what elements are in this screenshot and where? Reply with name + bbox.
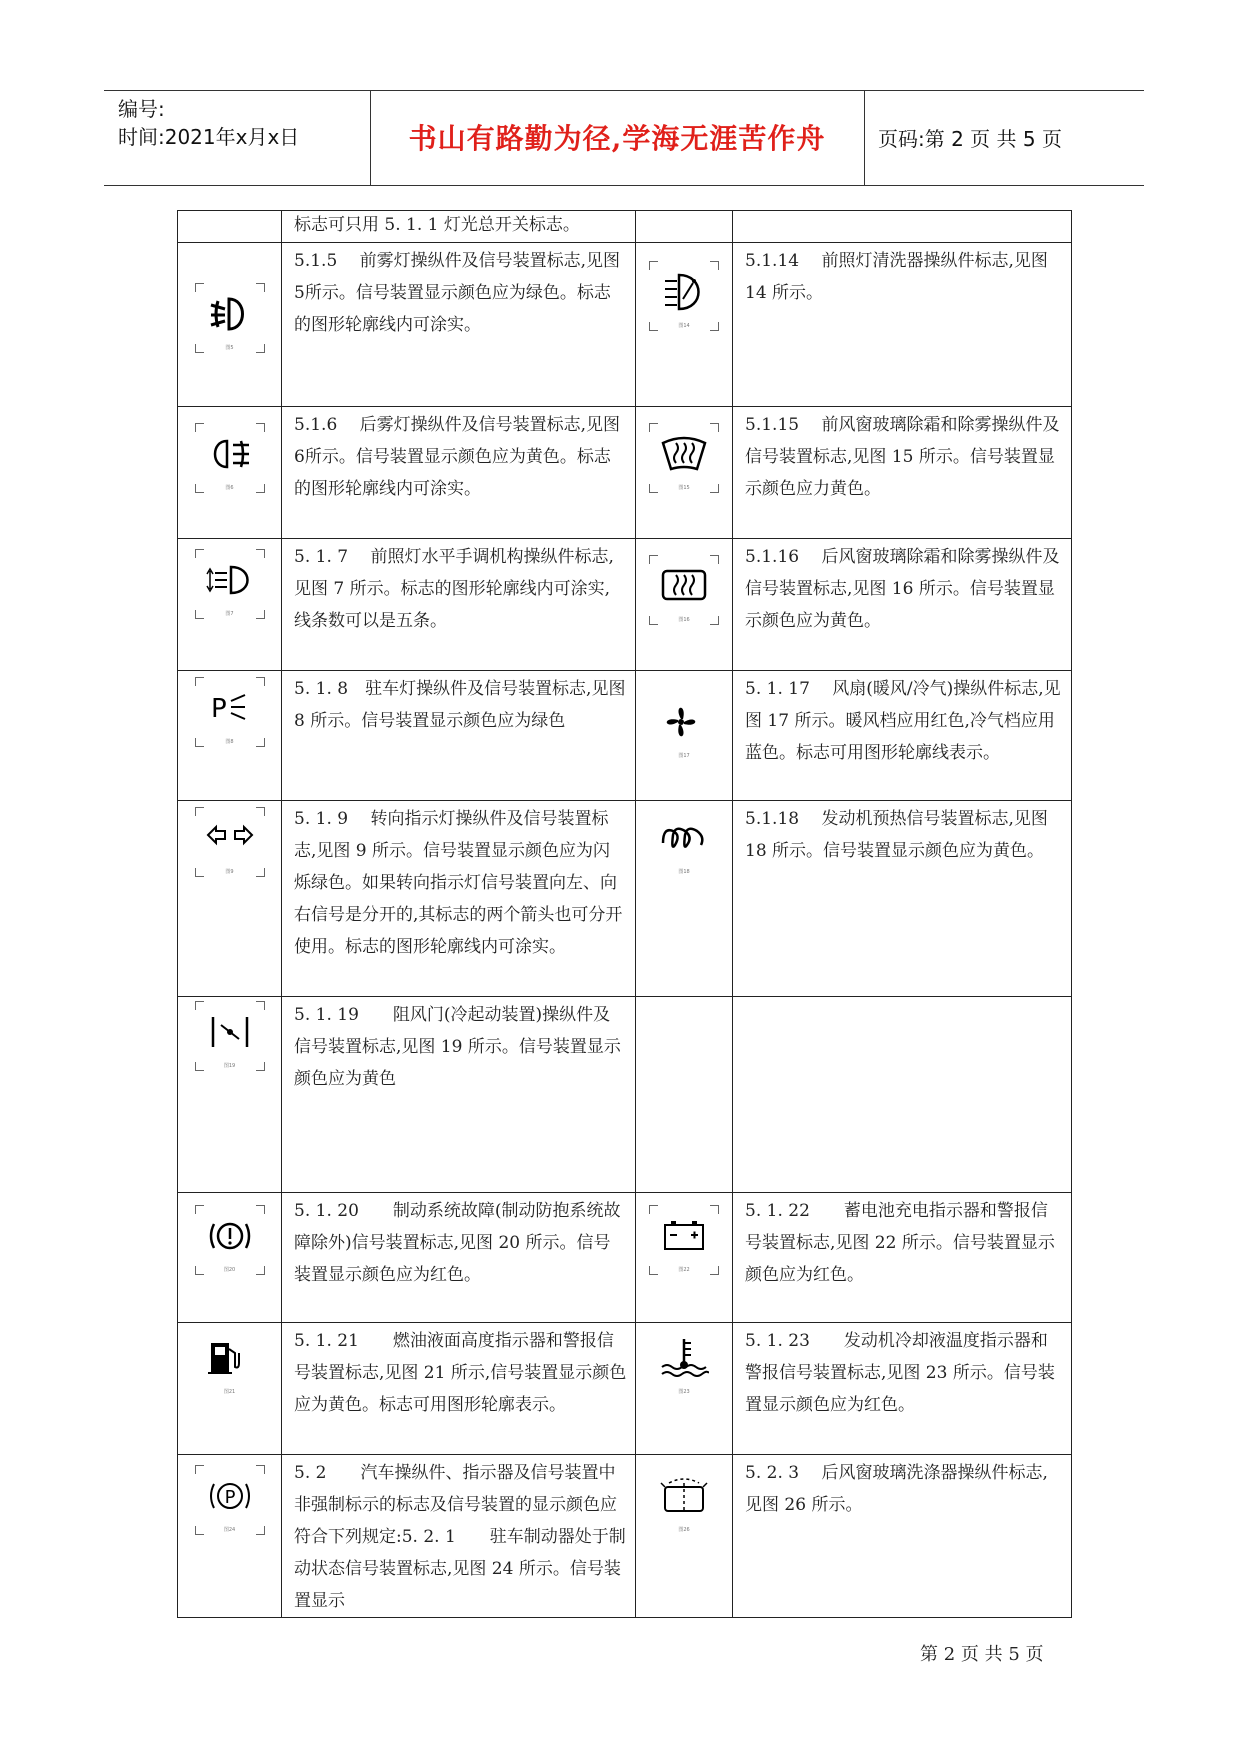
rear-window-defrost-icon: 图16 [649, 555, 719, 625]
row-text: 5.1.14 前照灯清洗器操纵件标志,见图 14 所示。 [745, 251, 1048, 303]
table-row [178, 1193, 1072, 1323]
table-row [178, 407, 1072, 539]
header-right [864, 91, 1144, 185]
serial-label: 编号: [118, 97, 165, 121]
rear-fog-lamp-icon: 图6 [195, 423, 265, 493]
table-row [178, 1323, 1072, 1455]
text-cell-empty [733, 211, 1072, 243]
row-text: 5. 1. 22 蓄电池充电指示器和警报信号装置标志,见图 22 所示。信号装置显示颜色应为红色。 [745, 1201, 1055, 1285]
row-text: 5. 1. 20 制动系统故障(制动防抱系统故障除外)信号装置标志,见图 20 所示。信号装置显示颜色应为红色。 [294, 1201, 621, 1285]
text-cell-empty [733, 997, 1072, 1193]
symbol-table [177, 210, 1072, 1618]
headlamp-cleaner-icon: 图14 [649, 261, 719, 331]
svg-text:P: P [210, 694, 227, 724]
icon-cell-empty [178, 211, 282, 243]
parking-brake-icon: P 图24 [195, 1465, 265, 1535]
coolant-temp-icon: 图23 [649, 1327, 719, 1397]
front-fog-lamp-icon: 图5 [195, 283, 265, 353]
row-text: 5.1.6 后雾灯操纵件及信号装置标志,见图6所示。信号装置显示颜色应为黄色。标志的图形轮廓线内可涂实。 [294, 415, 621, 499]
table-row [178, 997, 1072, 1193]
row-text: 5. 1. 9 转向指示灯操纵件及信号装置标志,见图 9 所示。信号装置显示颜色应为闪烁绿色。如果转向指示灯信号装置向左、向右信号是分开的,其标志的两个箭头也可分开使用。标志的图形轮廓线内可涂实。 [294, 809, 623, 957]
table-row [178, 671, 1072, 801]
svg-text:P: P [224, 1487, 235, 1508]
header-left [104, 91, 371, 185]
row-text: 5. 1. 21 燃油液面高度指示器和警报信号装置标志,见图 21 所示,信号装置显示颜色应为黄色。标志可用图形轮廓表示。 [294, 1331, 627, 1415]
row-text: 5. 1. 17 风扇(暖风/冷气)操纵件标志,见图 17 所示。暖风档应用红色,冷气档应用蓝色。标志可用图形轮廓线表示。 [745, 679, 1061, 763]
turn-signal-icon: 图9 [195, 807, 265, 877]
row-text: 5.1.16 后风窗玻璃除霜和除雾操纵件及信号装置标志,见图 16 所示。信号装置显示颜色应为黄色。 [745, 547, 1060, 631]
choke-icon: 图19 [195, 1001, 265, 1071]
icon-cell-empty [636, 211, 733, 243]
battery-icon: 图22 [649, 1205, 719, 1275]
row-text: 5. 1. 8 驻车灯操纵件及信号装置标志,见图 8 所示。信号装置显示颜色应为绿色 [294, 679, 626, 731]
row-text: 5. 2 汽车操纵件、指示器及信号装置中非强制标示的标志及信号装置的显示颜色应符合下列规定:5. 2. 1 驻车制动器处于制动状态信号装置标志,见图 24 所示。信号装置显示 [294, 1463, 626, 1611]
table-row [178, 801, 1072, 997]
page-footer: 第 2 页 共 5 页 [920, 1644, 1044, 1665]
page-header [104, 90, 1144, 186]
rear-washer-icon: 图26 [649, 1465, 719, 1535]
row-text: 5.1.15 前风窗玻璃除霜和除雾操纵件及信号装置标志,见图 15 所示。信号装置显示颜色应力黄色。 [745, 415, 1060, 499]
icon-cell-empty [636, 997, 733, 1193]
headlamp-leveling-icon: 图7 [195, 549, 265, 619]
row-text: 5. 1. 19 阻风门(冷起动装置)操纵件及信号装置标志,见图 19 所示。信号装置显示颜色应为黄色 [294, 1005, 621, 1089]
brake-warning-icon: 图20 [195, 1205, 265, 1275]
fuel-icon: 图21 [195, 1327, 265, 1397]
windshield-defrost-icon: 图15 [649, 423, 719, 493]
row-text: 5. 1. 7 前照灯水平手调机构操纵件标志,见图 7 所示。标志的图形轮廓线内可涂实,线条数可以是五条。 [294, 547, 614, 631]
row-text: 标志可只用 5. 1. 1 灯光总开关标志。 [294, 215, 580, 235]
fan-icon: 图17 [649, 691, 719, 761]
table-row [178, 539, 1072, 671]
row-text: 5.1.18 发动机预热信号装置标志,见图 18 所示。信号装置显示颜色应为黄色。 [745, 809, 1048, 861]
row-text: 5. 1. 23 发动机冷却液温度指示器和警报信号装置标志,见图 23 所示。信号装置显示颜色应为红色。 [745, 1331, 1055, 1415]
glow-plug-icon: 图18 [649, 807, 719, 877]
row-text: 5.1.5 前雾灯操纵件及信号装置标志,见图5所示。信号装置显示颜色应为绿色。标志的图形轮廓线内可涂实。 [294, 251, 621, 335]
page-code: 页码:第 2 页 共 5 页 [878, 127, 1062, 151]
table-row [178, 211, 1072, 243]
row-text: 5. 2. 3 后风窗玻璃洗涤器操纵件标志,见图 26 所示。 [745, 1463, 1048, 1515]
time-label: 时间:2021年x月x日 [118, 125, 300, 149]
table-row [178, 243, 1072, 407]
header-middle [370, 91, 865, 185]
parking-lamp-icon: P 图8 [195, 677, 265, 747]
motto: 书山有路勤为径,学海无涯苦作舟 [408, 122, 826, 155]
table-row [178, 1455, 1072, 1618]
